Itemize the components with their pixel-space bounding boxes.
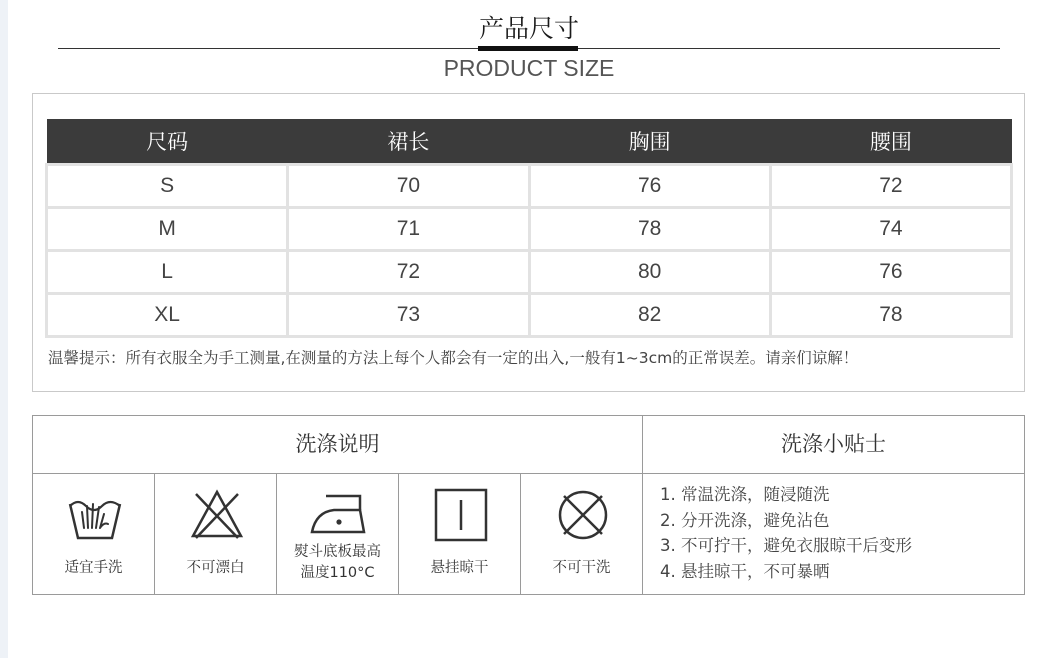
care-item-no-bleach — [155, 474, 277, 594]
care-item-hand-wash — [33, 474, 155, 594]
column-header-size: 尺码 — [47, 119, 288, 165]
wash-tips-list — [660, 482, 912, 584]
title-underline — [478, 46, 578, 51]
waist-cell: 78 — [770, 294, 1011, 337]
measurement-tip: 温馨提示：所有衣服全为手工测量,在测量的方法上每个人都会有一定的出入,一般有1~3cm的正常误差。请亲们谅解！ — [48, 349, 859, 367]
list-item: 1. 常温洗涤，随浸随洗 — [660, 485, 830, 504]
size-table — [45, 119, 1013, 338]
length-cell: 71 — [288, 208, 529, 251]
table-row — [47, 294, 1012, 337]
left-edge-strip — [0, 0, 8, 658]
iron-icon — [308, 484, 370, 546]
size-table-header — [47, 119, 1012, 165]
table-row — [47, 251, 1012, 294]
care-label: 悬挂晾干 — [430, 560, 489, 576]
care-label: 不可漂白 — [186, 560, 245, 576]
table-row — [47, 208, 1012, 251]
bust-cell: 82 — [529, 294, 770, 337]
hang-dry-icon — [430, 484, 492, 546]
size-cell: S — [47, 165, 288, 208]
no-dry-clean-icon — [552, 484, 614, 546]
waist-cell: 74 — [770, 208, 1011, 251]
care-label: 不可干洗 — [552, 560, 611, 576]
bust-cell: 78 — [529, 208, 770, 251]
no-bleach-icon — [186, 484, 248, 546]
length-cell: 73 — [288, 294, 529, 337]
care-label: 适宜手洗 — [64, 560, 123, 576]
size-cell: XL — [47, 294, 288, 337]
list-item: 2. 分开洗涤，避免沾色 — [660, 510, 830, 530]
care-item-iron — [277, 474, 399, 594]
care-item-no-dry-clean — [521, 474, 643, 594]
wash-tips-title: 洗涤小贴士 — [643, 416, 1024, 474]
page-subtitle: PRODUCT SIZE — [443, 55, 615, 81]
page-title: 产品尺寸 — [478, 14, 579, 43]
wash-instructions-title: 洗涤说明 — [33, 416, 643, 474]
size-cell: M — [47, 208, 288, 251]
waist-cell: 76 — [770, 251, 1011, 294]
column-header-waist: 腰围 — [770, 119, 1011, 165]
list-item: 4. 悬挂晾干，不可暴晒 — [660, 561, 830, 581]
bust-cell: 80 — [529, 251, 770, 294]
column-header-bust: 胸围 — [529, 119, 770, 165]
care-label: 熨斗底板最高 — [294, 544, 381, 560]
size-cell: L — [47, 251, 288, 294]
list-item: 3. 不可拧干，避免衣服晾干后变形 — [660, 536, 912, 555]
length-cell: 72 — [288, 251, 529, 294]
waist-cell: 72 — [770, 165, 1011, 208]
bust-cell: 76 — [529, 165, 770, 208]
length-cell: 70 — [288, 165, 529, 208]
care-item-hang-dry — [399, 474, 521, 594]
care-label: 温度110°C — [300, 565, 375, 581]
column-header-dress-length: 裙长 — [288, 119, 529, 165]
hand-wash-icon — [64, 484, 126, 546]
table-row — [47, 165, 1012, 208]
